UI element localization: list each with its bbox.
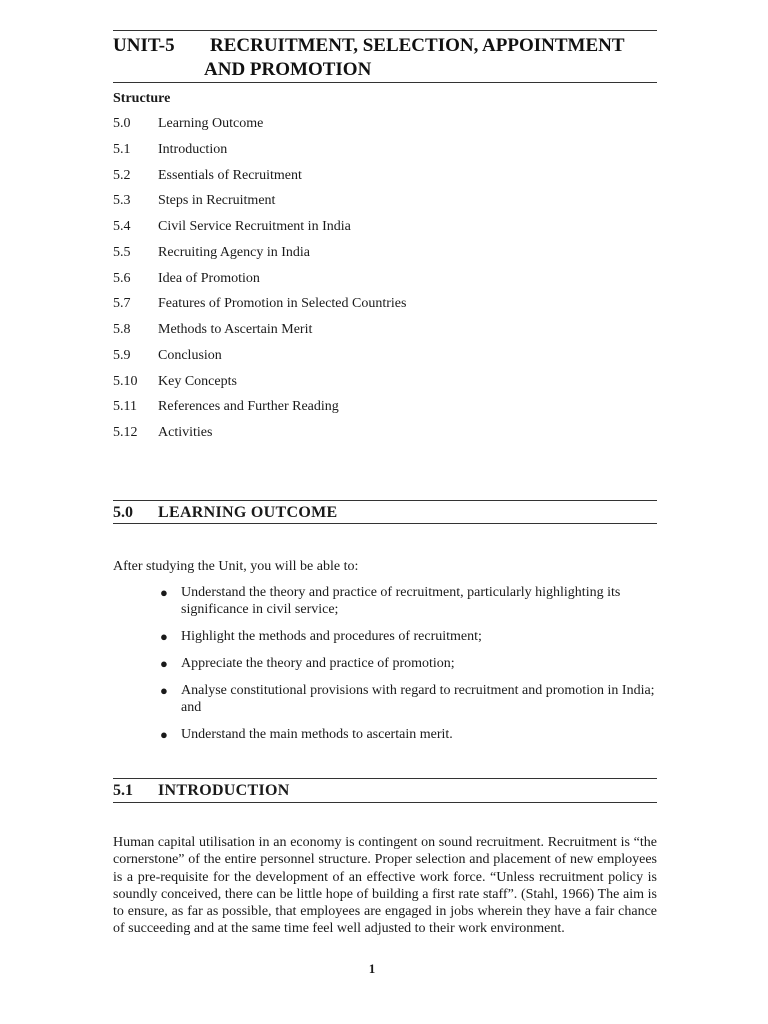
toc-number: 5.0 <box>113 116 131 131</box>
toc-title: Conclusion <box>158 347 222 363</box>
toc-title: Introduction <box>158 141 228 157</box>
list-item <box>113 294 673 320</box>
toc-title: Steps in Recruitment <box>158 193 276 209</box>
section-number: 5.1 <box>113 782 133 799</box>
toc-number: 5.6 <box>113 270 131 286</box>
toc-title: Recruiting Agency in India <box>158 244 311 260</box>
toc-title: Key Concepts <box>158 373 237 389</box>
introduction-paragraph: Human capital utilisation in an economy is contingent on sound recruitment. Recruitment is “the cornerstone” of the entire personnel structure. Proper selection and placement of new employees is a pre-requisite for the development of an effective work force. “Unless recruitment policy is soundly conceived, there can be little hope of building a first rate staff”. (Stahl, 1966) The aim is to ensure, as far as possible, that employees are engaged in jobs wherein they have a fair chance of succeeding and at the same time feel well adjusted to their work environment. <box>113 835 657 937</box>
section-rule-top <box>113 500 657 501</box>
unit-title-line-1: RECRUITMENT, SELECTION, APPOINTMENT <box>210 35 625 56</box>
list-item <box>113 346 673 372</box>
list-item <box>113 682 657 716</box>
bullet-text: Understand the theory and practice of recruitment, particularly highlighting its significance in civil service; <box>181 585 621 617</box>
list-item <box>113 726 657 743</box>
bullet-text: Understand the main methods to ascertain merit. <box>181 727 453 742</box>
toc-number: 5.4 <box>113 219 131 234</box>
toc-number: 5.1 <box>113 141 131 157</box>
list-item <box>113 397 673 423</box>
list-item <box>113 114 673 140</box>
toc-number: 5.2 <box>113 167 131 183</box>
toc-title: Civil Service Recruitment in India <box>158 219 351 234</box>
section-rule-top <box>113 778 657 779</box>
toc-number: 5.3 <box>113 193 131 209</box>
toc-title: Idea of Promotion <box>158 270 260 286</box>
section-number: 5.0 <box>113 504 133 521</box>
bullet-icon: ● <box>160 629 168 644</box>
list-item <box>113 269 673 295</box>
unit-title-rule <box>113 82 657 83</box>
list-item <box>113 140 673 166</box>
list-item <box>113 320 673 346</box>
bullet-text: Analyse constitutional provisions with regard to recruitment and promotion in India; and <box>181 683 655 715</box>
bullet-icon: ● <box>160 727 168 742</box>
toc-number: 5.7 <box>113 296 131 312</box>
bullet-text: Appreciate the theory and practice of promotion; <box>181 656 455 671</box>
list-item <box>113 628 657 645</box>
bullet-icon: ● <box>160 656 168 671</box>
toc-number: 5.12 <box>113 425 138 440</box>
list-item <box>113 243 673 269</box>
list-item <box>113 584 657 618</box>
section-rule-bottom <box>113 523 657 524</box>
list-item <box>113 655 657 672</box>
toc-title: Methods to Ascertain Merit <box>158 322 313 337</box>
unit-number: UNIT-5 <box>113 35 175 56</box>
bullet-icon: ● <box>160 585 168 600</box>
list-item <box>113 191 673 217</box>
list-item <box>113 217 673 243</box>
unit-title-line-2: AND PROMOTION <box>204 59 372 80</box>
toc-title: Features of Promotion in Selected Countries <box>158 296 407 312</box>
toc-title: Learning Outcome <box>158 116 264 131</box>
toc-number: 5.11 <box>113 399 137 415</box>
toc-number: 5.10 <box>113 373 138 389</box>
structure-list <box>113 114 673 449</box>
list-item <box>113 166 673 192</box>
toc-number: 5.8 <box>113 322 131 337</box>
toc-number: 5.5 <box>113 244 131 260</box>
bullet-icon: ● <box>160 683 168 698</box>
learning-outcome-intro: After studying the Unit, you will be able to: <box>113 559 359 574</box>
learning-outcome-list <box>113 584 657 753</box>
top-rule <box>113 30 657 31</box>
section-title: LEARNING OUTCOME <box>158 504 338 521</box>
section-title: INTRODUCTION <box>158 782 290 799</box>
list-item <box>113 372 673 398</box>
list-item <box>113 423 673 449</box>
toc-number: 5.9 <box>113 347 131 363</box>
section-rule-bottom <box>113 802 657 803</box>
toc-title: Activities <box>158 425 213 440</box>
bullet-text: Highlight the methods and procedures of recruitment; <box>181 629 482 644</box>
toc-title: Essentials of Recruitment <box>158 167 302 183</box>
page-number: 1 <box>368 961 376 976</box>
toc-title: References and Further Reading <box>158 399 339 415</box>
structure-label: Structure <box>113 91 171 106</box>
